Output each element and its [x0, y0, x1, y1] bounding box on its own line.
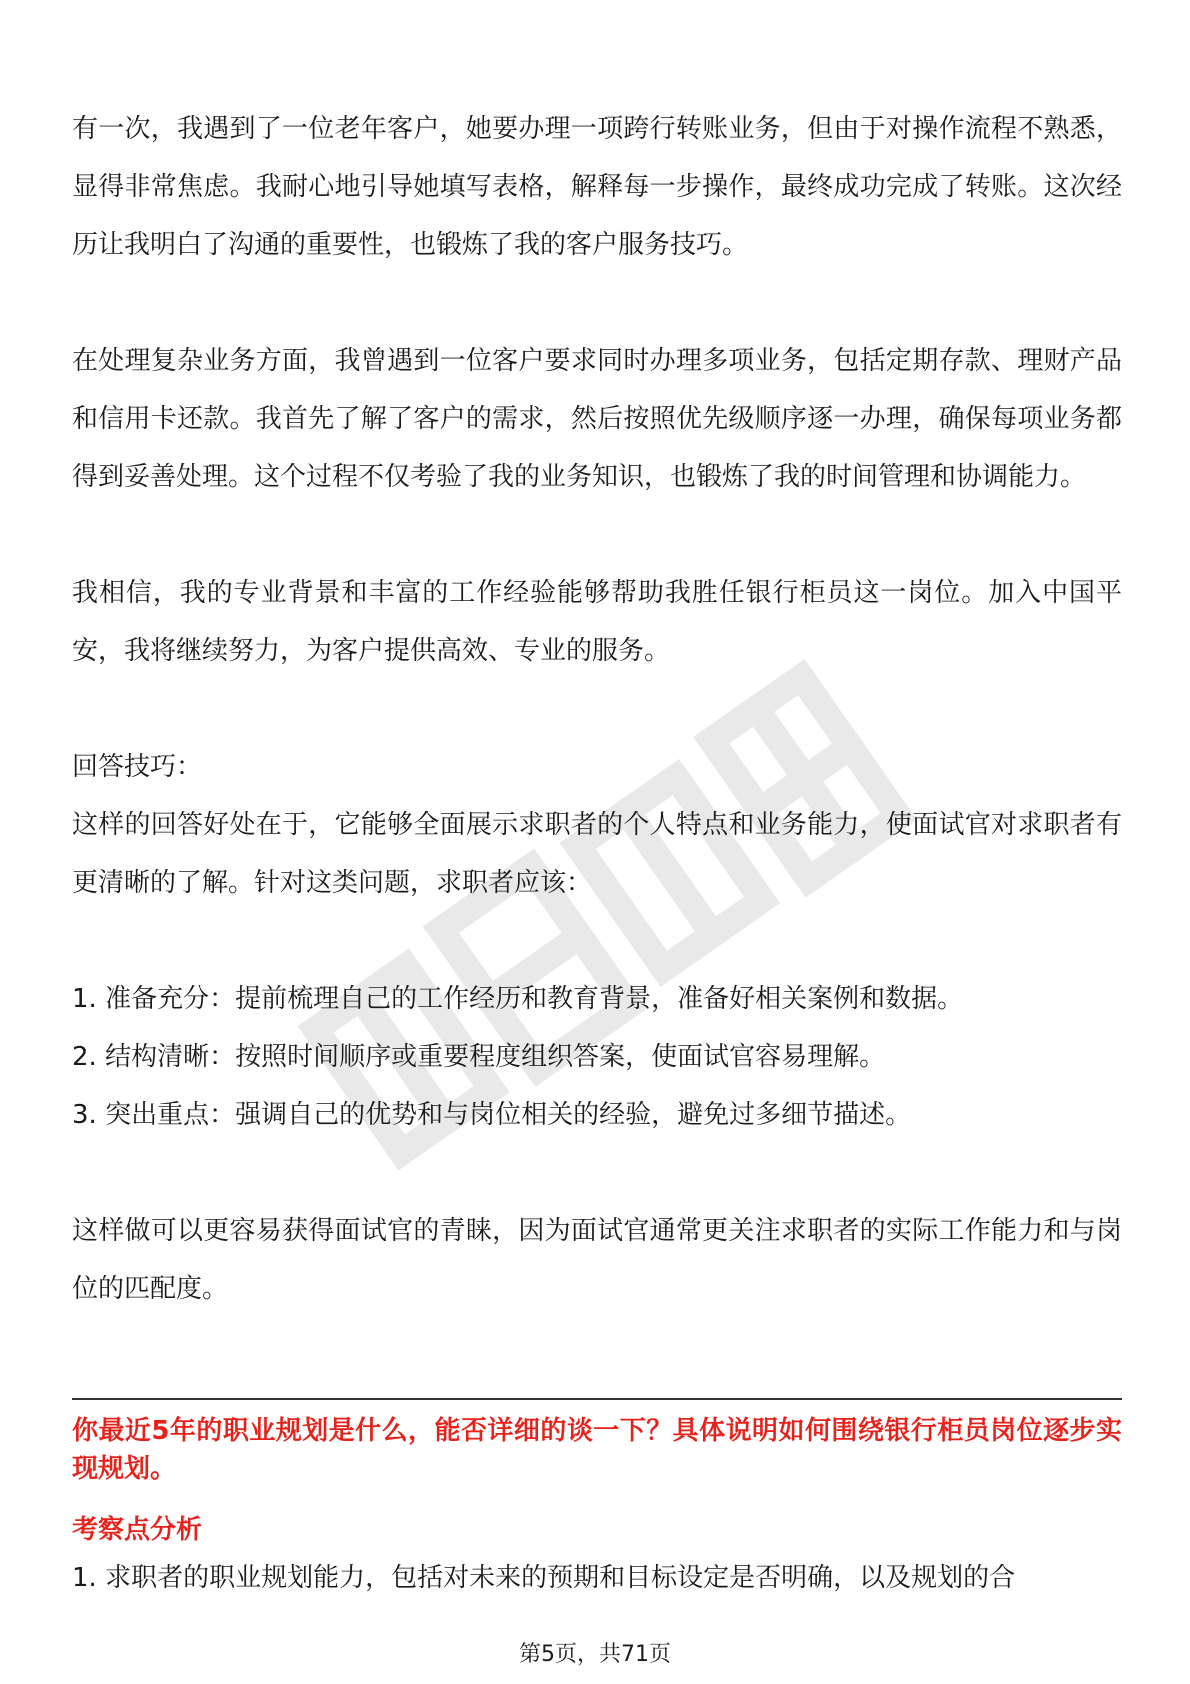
analysis-item-1: 1. 求职者的职业规划能力，包括对未来的预期和目标设定是否明确，以及规划的合 — [72, 1563, 1016, 1593]
page-number: 第5页，共71页 — [519, 1642, 671, 1667]
paragraph-complex-business: 在处理复杂业务方面，我曾遇到一位客户要求同时办理多项业务，包括定期存款、理财产品和信用卡还款。我首先了解了客户的需求，然后按照优先级顺序逐一办理，确保每项业务都得到妥善处理。这个过程不仅考验了我的业务知识，也锻炼了我的时间管理和协调能力。 — [72, 346, 1122, 492]
section-divider — [72, 1398, 1122, 1400]
tips-item-2: 2. 结构清晰：按照时间顺序或重要程度组织答案，使面试官容易理解。 — [72, 1042, 886, 1072]
tips-intro: 这样的回答好处在于，它能够全面展示求职者的个人特点和业务能力，使面试官对求职者有更清晰的了解。针对这类问题，求职者应该： — [72, 810, 1122, 898]
paragraph-conclusion: 我相信，我的专业背景和丰富的工作经验能够帮助我胜任银行柜员这一岗位。加入中国平安，我将继续努力，为客户提供高效、专业的服务。 — [72, 578, 1122, 666]
document-body — [72, 100, 1122, 1318]
question-heading: 你最近5年的职业规划是什么，能否详细的谈一下？具体说明如何围绕银行柜员岗位逐步实现规划。 — [72, 1416, 1122, 1484]
paragraph-customer-story: 有一次，我遇到了一位老年客户，她要办理一项跨行转账业务，但由于对操作流程不熟悉，显得非常焦虑。我耐心地引导她填写表格，解释每一步操作，最终成功完成了转账。这次经历让我明白了沟通的重要性，也锻炼了我的客户服务技巧。 — [72, 114, 1122, 260]
tips-conclusion: 这样做可以更容易获得面试官的青睐，因为面试官通常更关注求职者的实际工作能力和与岗位的匹配度。 — [72, 1216, 1122, 1304]
tips-title: 回答技巧： — [72, 752, 203, 782]
tips-item-1: 1. 准备充分：提前梳理自己的工作经历和教育背景，准备好相关案例和数据。 — [72, 984, 964, 1014]
analysis-title: 考察点分析 — [72, 1515, 203, 1545]
tips-item-3: 3. 突出重点：强调自己的优势和与岗位相关的经验，避免过多细节描述。 — [72, 1100, 912, 1130]
